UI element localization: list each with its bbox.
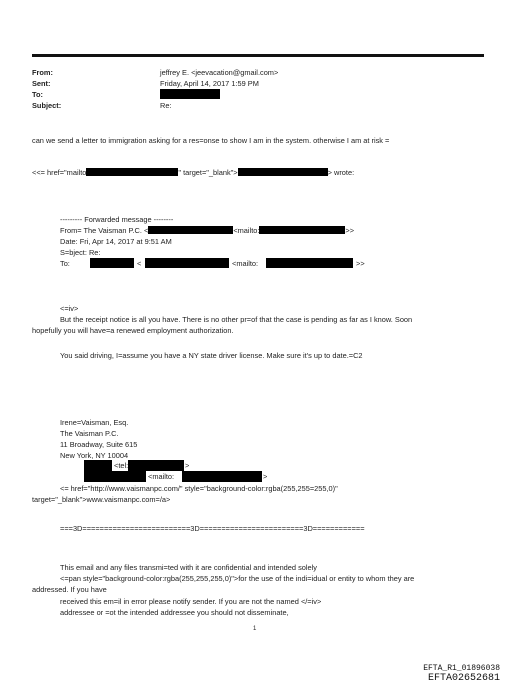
forward-from bbox=[60, 226, 354, 235]
signature-address1: 11 Broadway, Suite 615 bbox=[60, 440, 138, 449]
redaction-block bbox=[128, 460, 184, 471]
forward-subject: S=bject: Re: bbox=[60, 248, 101, 257]
line2-part-b: " target="_blank"> bbox=[178, 168, 238, 177]
redaction-block bbox=[84, 460, 112, 471]
fwd-from-part-c: >> bbox=[345, 226, 355, 235]
signature-mailto-open: <mailto: bbox=[148, 472, 175, 481]
confidentiality-line4: received this em=il in error please notify sender. If you are not the named </=iv> bbox=[60, 597, 322, 606]
redaction-block bbox=[160, 89, 220, 99]
to-label: To: bbox=[32, 90, 43, 99]
redaction-block bbox=[84, 471, 146, 482]
signature-href-line2: target="_blank">www.vaismanpc.com=/a> bbox=[32, 495, 171, 504]
signature-href-line1: <= href="http://www.vaismanpc.com/" style="background-color:rgba(255,255=255,0)" bbox=[60, 484, 338, 493]
div-tag: <=iv> bbox=[60, 304, 79, 313]
redaction-block bbox=[145, 258, 229, 268]
fwd-to-part-c: <mailto: bbox=[232, 259, 259, 268]
separator-line: ===3D=========================3D========================3D============ bbox=[60, 524, 365, 533]
fwd-to-part-b: < bbox=[137, 259, 142, 268]
header-rule bbox=[32, 54, 484, 57]
signature-tel-open: <tel: bbox=[114, 461, 129, 470]
fwd-to-part-d: >> bbox=[356, 259, 365, 268]
efta-id-small: EFTA_R1_01896038 bbox=[423, 664, 500, 673]
redaction-block bbox=[90, 258, 134, 268]
from-label: From: bbox=[32, 68, 53, 77]
sent-value: Friday, April 14, 2017 1:59 PM bbox=[160, 79, 259, 88]
page-number: 1 bbox=[253, 626, 257, 632]
redaction-block bbox=[238, 168, 328, 176]
forward-header: --------- Forwarded message -------- bbox=[60, 215, 174, 224]
efta-id-large: EFTA02652681 bbox=[427, 673, 500, 684]
subject-label: Subject: bbox=[32, 101, 62, 110]
fwd-from-part-b: <mailto: bbox=[233, 226, 260, 235]
confidentiality-line3: addressed. If you have bbox=[32, 585, 107, 594]
paragraph1-line1: But the receipt notice is all you have. There is no other pr=of that the case is pending as far as I know. Soon bbox=[60, 315, 413, 324]
line2-part-c: > wrote: bbox=[327, 168, 355, 177]
body-line1: can we send a letter to immigration asking for a res=onse to show I am in the system. otherwise I am at risk = bbox=[32, 136, 390, 145]
signature-address2: New York, NY 10004 bbox=[60, 451, 129, 460]
fwd-from-part-a: From= The Vaisman P.C. < bbox=[60, 226, 149, 235]
redaction-block bbox=[259, 226, 345, 234]
redaction-block bbox=[182, 471, 262, 482]
sent-label: Sent: bbox=[32, 79, 51, 88]
redaction-block bbox=[266, 258, 353, 268]
confidentiality-line2: <=pan style="background-color:rgba(255,255,255,0)">for the use of the indi=idual or entity to whom they are bbox=[60, 574, 415, 583]
from-value: jeffrey E. <jeevacation@gmail.com> bbox=[160, 68, 279, 77]
subject-value: Re: bbox=[160, 101, 172, 110]
confidentiality-line1: This email and any files transmi=ted with it are confidential and intended solely bbox=[60, 563, 317, 572]
signature-firm: The Vaisman P.C. bbox=[60, 429, 119, 438]
signature-mailto-close: > bbox=[263, 472, 268, 481]
body-line2 bbox=[32, 168, 354, 177]
signature-name: Irene=Vaisman, Esq. bbox=[60, 418, 129, 427]
paragraph1-line2: hopefully you will have=a renewed employment authorization. bbox=[32, 326, 234, 335]
signature-tel-close: > bbox=[185, 461, 190, 470]
line2-part-a: <<= href="mailto bbox=[32, 168, 87, 177]
redaction-block bbox=[148, 226, 233, 234]
forward-date: Date: Fri, Apr 14, 2017 at 9:51 AM bbox=[60, 237, 172, 246]
redaction-block bbox=[86, 168, 178, 176]
confidentiality-line5: addressee or =ot the intended addressee you should not disseminate, bbox=[60, 608, 289, 617]
paragraph2: You said driving, I=assume you have a NY state driver license. Make sure it's up to date.=C2 bbox=[60, 351, 363, 360]
fwd-to-part-a: To: bbox=[60, 259, 70, 268]
